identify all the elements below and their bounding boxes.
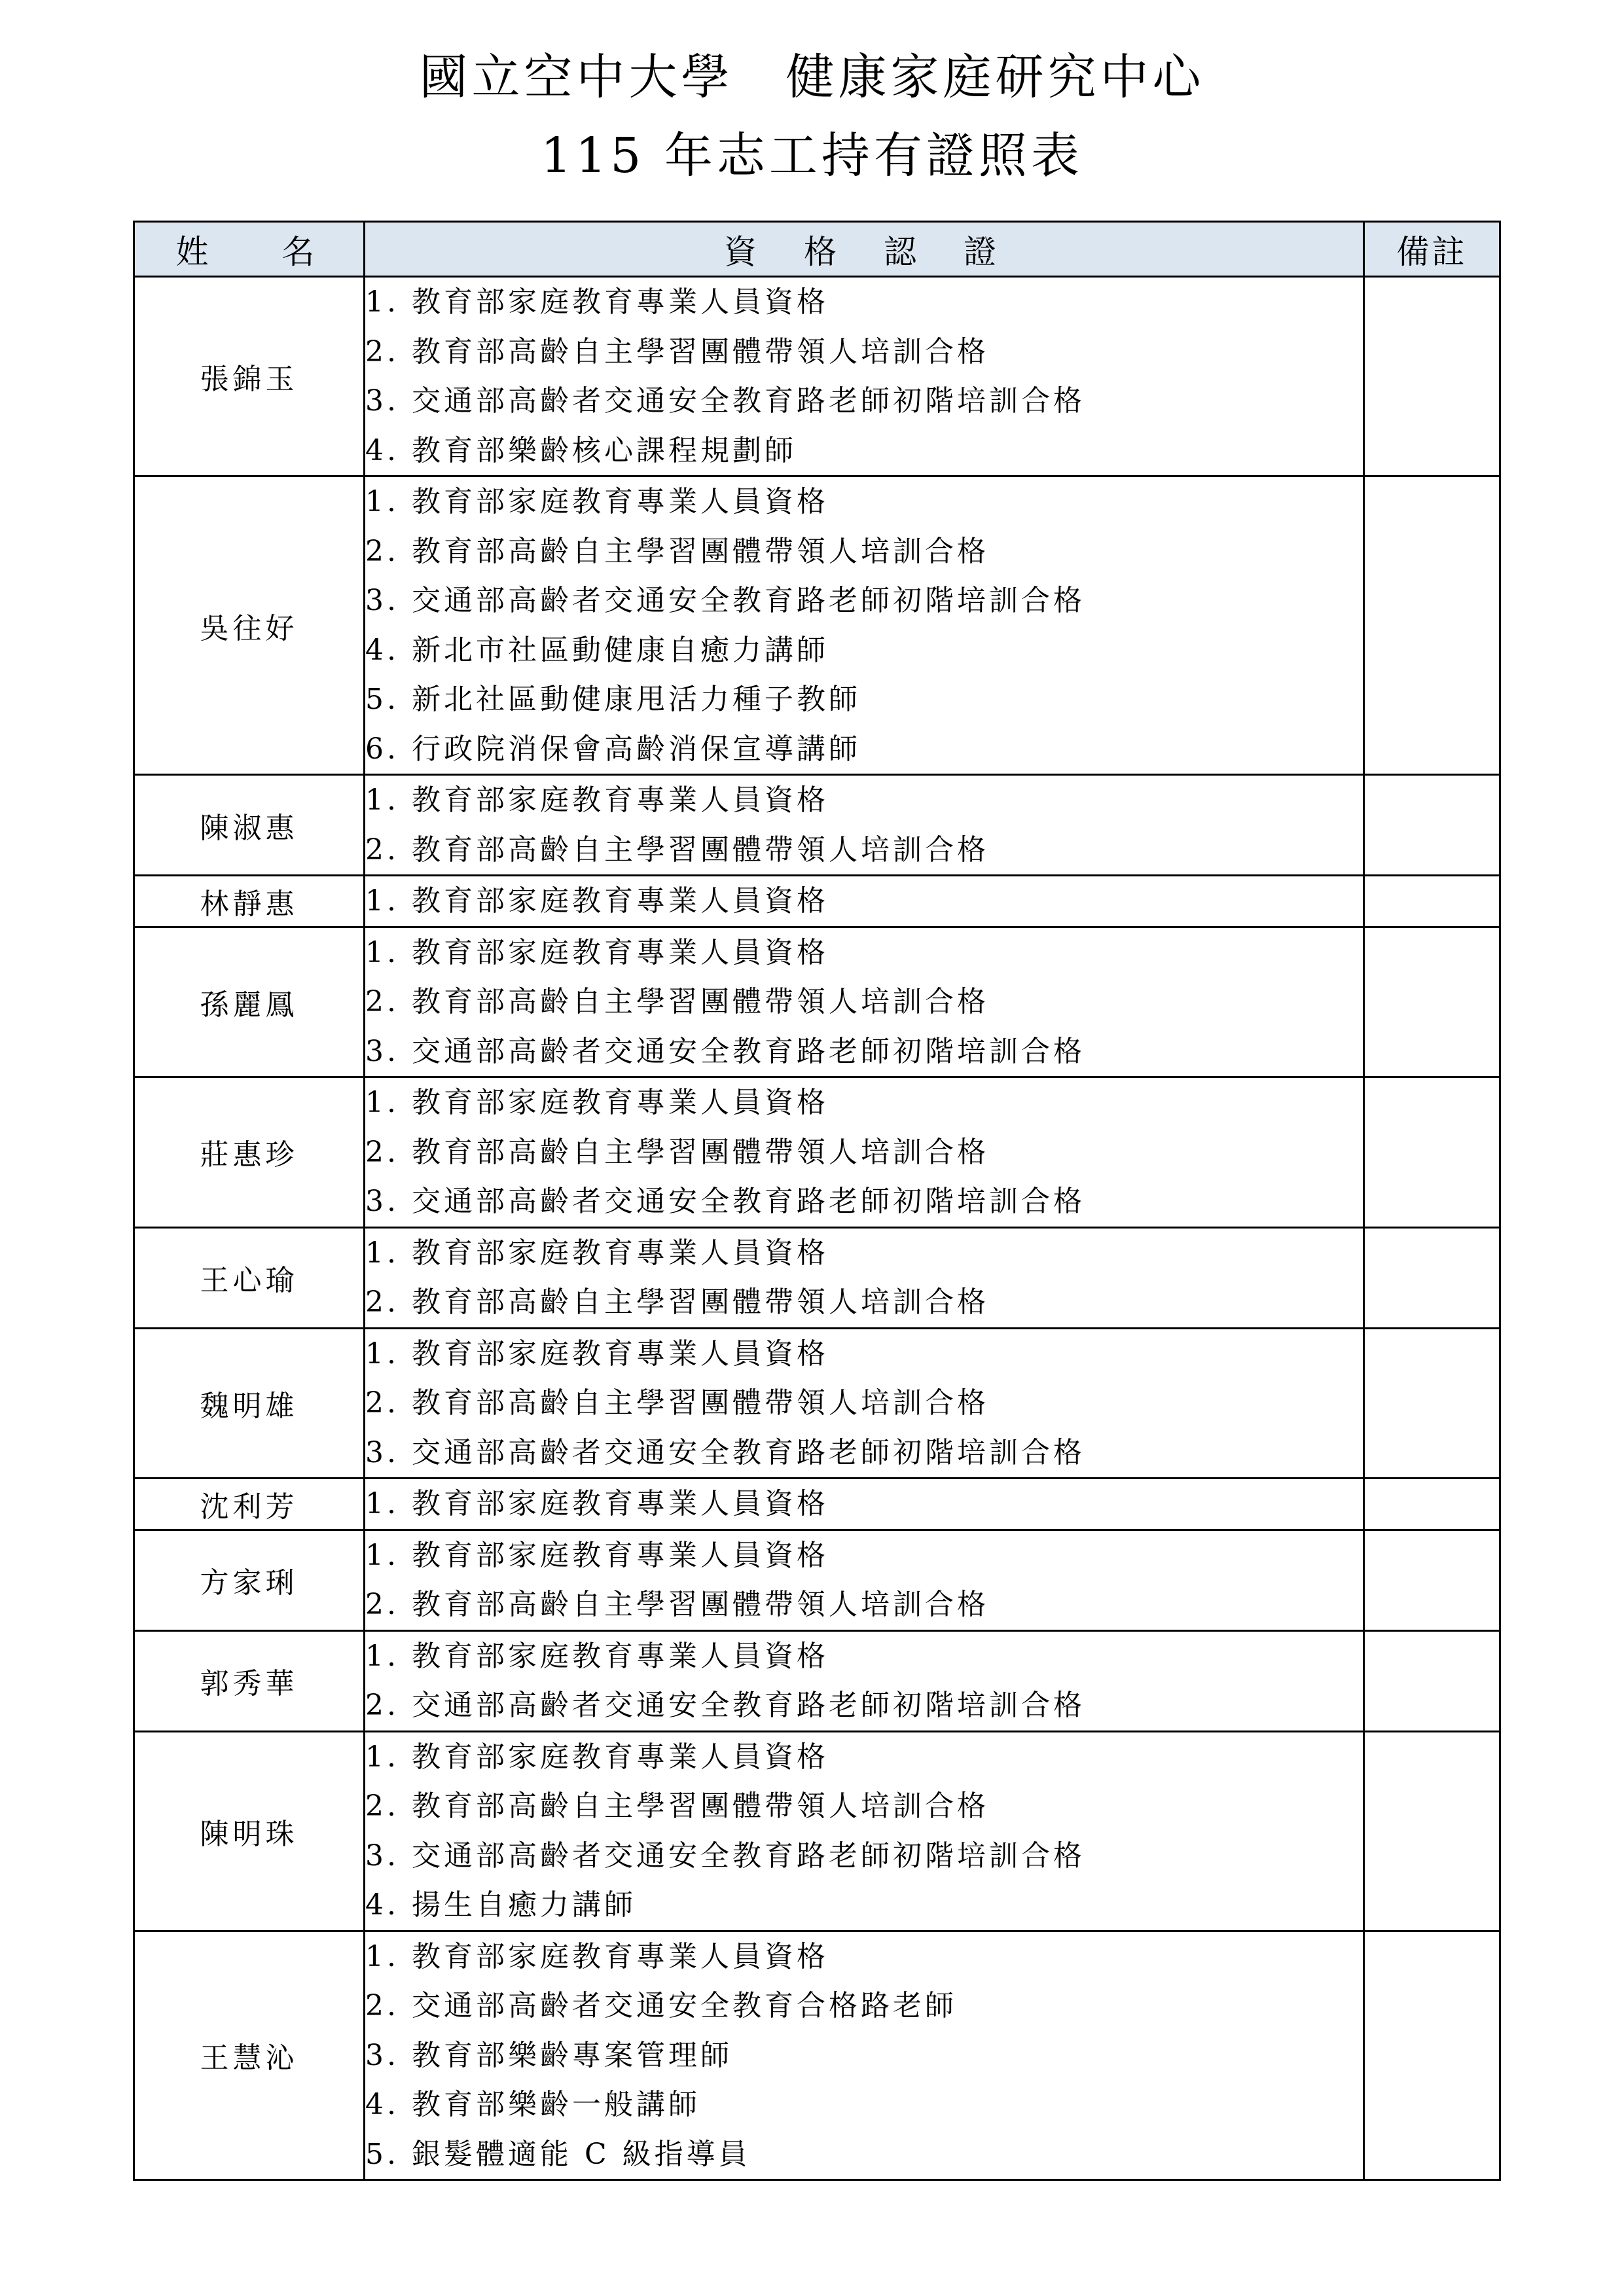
volunteer-name: 王心瑜 [134,1227,365,1328]
table-row [134,1630,1500,1731]
certificate-list [365,476,1364,775]
volunteer-name: 沈利芳 [134,1479,365,1530]
column-header-qualification: 資 格 認 證 [365,222,1364,277]
remark-cell [1364,277,1500,476]
certificate-item: 1. 教育部家庭教育專業人員資格 [365,1236,829,1270]
certificate-item: 1. 教育部家庭教育專業人員資格 [365,1538,829,1572]
certificate-item: 2. 交通部高齡者交通安全教育路老師初階培訓合格 [365,1689,1085,1722]
certificate-item: 2. 教育部高齡自主學習團體帶領人培訓合格 [365,334,989,368]
certificate-item: 2. 教育部高齡自主學習團體帶領人培訓合格 [365,1135,989,1169]
remark-cell [1364,476,1500,775]
certificate-item: 1. 教育部家庭教育專業人員資格 [365,285,829,319]
remark-cell [1364,1530,1500,1630]
remark-cell [1364,927,1500,1077]
certificate-item: 1. 教育部家庭教育專業人員資格 [365,1939,829,1973]
table-row [134,1227,1500,1328]
certificate-item: 5. 新北社區動健康甩活力種子教師 [365,683,861,716]
certificate-list [365,775,1364,876]
page-title: 國立空中大學 健康家庭研究中心 [419,49,1205,105]
certificate-item: 3. 教育部樂齡專案管理師 [365,2038,732,2072]
certificate-list [365,1530,1364,1630]
remark-cell [1364,1931,1500,2180]
column-header-name: 姓 名 [134,222,365,277]
volunteer-name: 莊惠珍 [134,1077,365,1228]
certificate-item: 3. 交通部高齡者交通安全教育路老師初階培訓合格 [365,1034,1085,1068]
certificate-list [365,876,1364,927]
volunteer-name: 魏明雄 [134,1328,365,1479]
certificate-item: 2. 交通部高齡者交通安全教育合格路老師 [365,1989,957,2022]
certificate-item: 1. 教育部家庭教育專業人員資格 [365,1086,829,1119]
remark-cell [1364,1731,1500,1931]
table-row [134,1077,1500,1228]
volunteer-certificate-table [133,221,1501,2181]
remark-cell [1364,876,1500,927]
table-row [134,1931,1500,2180]
volunteer-name: 方家琍 [134,1530,365,1630]
certificate-item: 1. 教育部家庭教育專業人員資格 [365,1639,829,1673]
certificate-list [365,277,1364,476]
table-row [134,476,1500,775]
volunteer-name: 陳淑惠 [134,775,365,876]
table-row [134,1479,1500,1530]
certificate-list [365,1731,1364,1931]
table-row [134,277,1500,476]
table-body [134,277,1500,2180]
certificate-item: 2. 教育部高齡自主學習團體帶領人培訓合格 [365,833,989,867]
certificate-item: 2. 教育部高齡自主學習團體帶領人培訓合格 [365,534,989,568]
remark-cell [1364,1630,1500,1731]
remark-cell [1364,1479,1500,1530]
column-header-remark: 備註 [1364,222,1500,277]
certificate-item: 1. 教育部家庭教育專業人員資格 [365,884,829,918]
certificate-item: 1. 教育部家庭教育專業人員資格 [365,1487,829,1520]
document-header [0,38,1624,195]
certificate-item: 1. 教育部家庭教育專業人員資格 [365,935,829,969]
table-row [134,927,1500,1077]
volunteer-name: 陳明珠 [134,1731,365,1931]
remark-cell [1364,1077,1500,1228]
volunteer-name: 林靜惠 [134,876,365,927]
page-subtitle: 115 年志工持有證照表 [541,128,1083,184]
certificate-list [365,1328,1364,1479]
certificate-list [365,1227,1364,1328]
certificate-item: 2. 教育部高齡自主學習團體帶領人培訓合格 [365,1588,989,1621]
certificate-item: 4. 揚生自癒力講師 [365,1888,636,1922]
volunteer-name: 郭秀華 [134,1630,365,1731]
remark-cell [1364,775,1500,876]
table-row [134,876,1500,927]
certificate-item: 1. 教育部家庭教育專業人員資格 [365,1740,829,1774]
certificate-item: 1. 教育部家庭教育專業人員資格 [365,1336,829,1371]
certificate-item: 3. 交通部高齡者交通安全教育路老師初階培訓合格 [365,1435,1085,1469]
certificate-item: 3. 交通部高齡者交通安全教育路老師初階培訓合格 [365,1185,1085,1218]
certificate-item: 3. 交通部高齡者交通安全教育路老師初階培訓合格 [365,1839,1085,1873]
certificate-item: 1. 教育部家庭教育專業人員資格 [365,783,829,817]
volunteer-name: 王慧沁 [134,1931,365,2180]
certificate-item: 3. 交通部高齡者交通安全教育路老師初階培訓合格 [365,584,1085,617]
volunteer-name: 張錦玉 [134,277,365,476]
certificate-list [365,1479,1364,1530]
certificate-list [365,927,1364,1077]
certificate-list [365,1931,1364,2180]
certificate-item: 4. 教育部樂齡核心課程規劃師 [365,433,797,467]
remark-cell [1364,1328,1500,1479]
table-row [134,1731,1500,1931]
table-row [134,1328,1500,1479]
certificate-item: 2. 教育部高齡自主學習團體帶領人培訓合格 [365,985,989,1018]
certificate-item: 6. 行政院消保會高齡消保宣導講師 [365,732,861,766]
certificate-item: 5. 銀髮體適能 C 級指導員 [365,2137,751,2171]
volunteer-name: 吳往好 [134,476,365,775]
table-row [134,775,1500,876]
volunteer-name: 孫麗鳳 [134,927,365,1077]
table-row [134,1530,1500,1630]
certificate-list [365,1077,1364,1228]
certificate-item: 4. 新北市社區動健康自癒力講師 [365,633,829,667]
certificate-item: 1. 教育部家庭教育專業人員資格 [365,485,829,518]
certificate-list [365,1630,1364,1731]
certificate-item: 3. 交通部高齡者交通安全教育路老師初階培訓合格 [365,384,1085,418]
remark-cell [1364,1227,1500,1328]
certificate-item: 4. 教育部樂齡一般講師 [365,2088,700,2121]
certificate-item: 2. 教育部高齡自主學習團體帶領人培訓合格 [365,1285,989,1319]
certificate-item: 2. 教育部高齡自主學習團體帶領人培訓合格 [365,1386,989,1420]
table-header-row [134,222,1500,277]
certificate-item: 2. 教育部高齡自主學習團體帶領人培訓合格 [365,1789,989,1823]
